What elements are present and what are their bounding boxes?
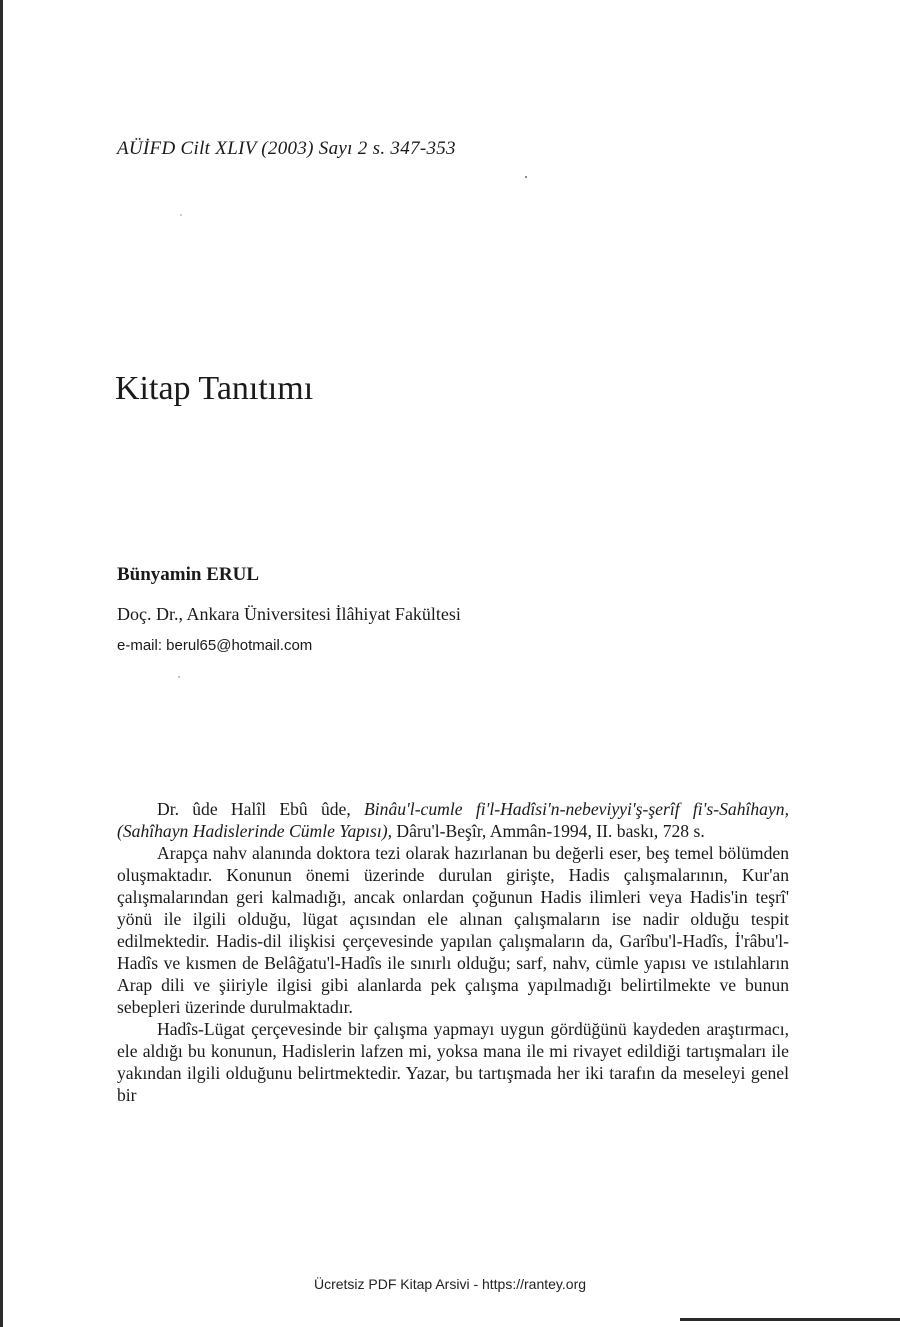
scan-speck [180, 214, 182, 216]
journal-reference: AÜİFD Cilt XLIV (2003) Sayı 2 s. 347-353 [117, 138, 456, 159]
scan-speck [178, 676, 180, 678]
book-citation [117, 798, 789, 842]
author-name: Bünyamin ERUL [117, 564, 260, 585]
paragraph: Arapça nahv alanında doktora tezi olarak hazırlanan bu değerli eser, beş temel bölümden oluşmaktadır. Konunun önemi üzerinde durulan girişte, Hadis çalışmalarının, Kur'an çalışmalarından geri kalmadığı, ancak onlardan çoğunun Hadis ilimleri veya Hadis'in teşrî' yönü ile ilgili olduğu, lügat açısından ele alınan çalışmaların ise nadir olduğu tespit edilmektedir. Hadis-dil ilişkisi çerçevesinde yapılan çalışmaların da, Garîbu'l-Hadîs, İ'râbu'l-Hadîs ve kısmen de Belâğatu'l-Hadîs ile sınırlı olduğu; sarf, nahv, cümle yapısı ve ıstılahların Arap dili ve şiiriyle ilgisi gibi alanlarda pek çalışma yapılmadığı belirtilmekte ve bunun sebepleri üzerinde durulmaktadır. [117, 843, 789, 1017]
citation-book-title: Binâu'l-cumle fi'l-Hadîsi'n-nebeviyyi'ş-şerîf fi's-Sahîhayn, (Sahîhayn Hadislerinde Cümle Yapısı), [117, 799, 789, 841]
page-title: Kitap Tanıtımı [115, 370, 314, 407]
author-affiliation: Doç. Dr., Ankara Üniversitesi İlâhiyat Fakültesi [117, 604, 461, 624]
citation-author: Dr. ûde Halîl Ebû ûde, [157, 799, 351, 819]
page-bottom-edge [680, 1318, 900, 1321]
page-left-edge [0, 0, 3, 1327]
author-email: e-mail: berul65@hotmail.com [117, 637, 313, 654]
scan-speck [525, 176, 527, 178]
citation-publisher: Dâru'l-Beşîr, Ammân-1994, II. baskı, 728 s. [396, 821, 705, 841]
article-body [117, 798, 789, 1106]
footer-link-text: Ücretsiz PDF Kitap Arsivi - https://rantey.org [313, 1276, 587, 1292]
paragraph: Hadîs-Lügat çerçevesinde bir çalışma yapmayı uygun gördüğünü kaydeden araştırmacı, ele aldığı bu konunun, Hadislerin lafzen mi, yoksa mana ile mi rivayet edildiği tartışmaları ile yakından ilgili olduğunu belirtmektedir. Yazar, bu tartışmada her iki tarafın da meseleyi genel bir [117, 1019, 789, 1105]
